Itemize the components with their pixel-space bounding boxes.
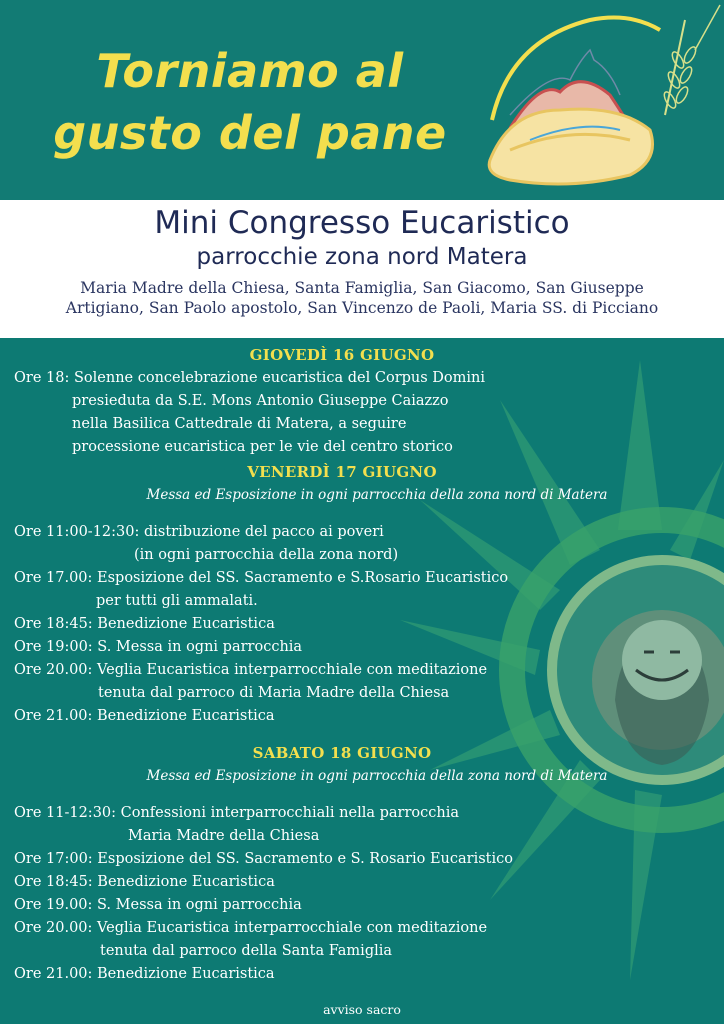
event-text: tenuta dal parroco della Santa Famiglia [100, 943, 393, 959]
event-text: Benedizione Eucaristica [97, 874, 275, 890]
event-text: Benedizione Eucaristica [97, 616, 275, 632]
main-title-line2: gusto del pane [53, 106, 447, 160]
parish-list-line2: Artigiano, San Paolo apostolo, San Vincenzo de Paoli, Maria SS. di Picciano [65, 299, 659, 317]
event-row [0, 705, 724, 728]
main-title [40, 40, 460, 164]
footer-note: avviso sacro [323, 1002, 401, 1017]
day-note: Messa ed Esposizione in ogni parrocchia della zona nord di Matera [146, 487, 608, 503]
event-row [0, 659, 724, 682]
event-time: Ore 18:45: [14, 874, 93, 890]
day-note: Messa ed Esposizione in ogni parrocchia della zona nord di Matera [146, 768, 608, 784]
event-text: processione eucaristica per le vie del centro storico [72, 439, 453, 455]
event-continuation [0, 436, 724, 459]
event-text: presieduta da S.E. Mons Antonio Giuseppe Caiazzo [72, 393, 449, 409]
schedule [0, 344, 724, 986]
event-time: Ore 11:00-12:30: [14, 524, 140, 540]
event-time: Ore 18:45: [14, 616, 93, 632]
congress-title: Mini Congresso Eucaristico [154, 205, 570, 241]
event-row [0, 802, 724, 825]
event-continuation [0, 590, 724, 613]
event-time: Ore 21.00: [14, 708, 93, 724]
event-row [0, 636, 724, 659]
event-row [0, 917, 724, 940]
event-text: Solenne concelebrazione eucaristica del Corpus Domini [73, 370, 486, 386]
event-text: Maria Madre della Chiesa [128, 828, 320, 844]
event-row [0, 567, 724, 590]
event-row [0, 848, 724, 871]
event-text: Esposizione del SS. Sacramento e S.Rosario Eucaristico [97, 570, 509, 586]
event-text: distribuzione del pacco ai poveri [143, 524, 384, 540]
event-continuation [0, 940, 724, 963]
event-continuation [0, 544, 724, 567]
event-text: Confessioni interparrocchiali nella parrocchia [120, 805, 459, 821]
event-row [0, 367, 724, 390]
event-text: tenuta dal parroco di Maria Madre della Chiesa [98, 685, 450, 701]
event-time: Ore 17:00: [14, 851, 93, 867]
event-time: Ore 20.00: [14, 920, 93, 936]
event-row [0, 894, 724, 917]
bread-logo-icon [470, 0, 724, 200]
event-text: Esposizione del SS. Sacramento e S. Rosario Eucaristico [97, 851, 513, 867]
event-row [0, 963, 724, 986]
day-title: VENERDÌ 17 GIUGNO [247, 463, 437, 481]
event-text: nella Basilica Cattedrale di Matera, a seguire [72, 416, 407, 432]
congress-subtitle: parrocchie zona nord Matera [196, 244, 528, 270]
event-continuation [0, 413, 724, 436]
event-text: S. Messa in ogni parrocchia [97, 897, 302, 913]
event-continuation [0, 682, 724, 705]
parish-list-line1: Maria Madre della Chiesa, Santa Famiglia, San Giacomo, San Giuseppe [80, 279, 644, 297]
event-row [0, 521, 724, 544]
event-time: Ore 20.00: [14, 662, 93, 678]
event-text: S. Messa in ogni parrocchia [97, 639, 303, 655]
event-row [0, 613, 724, 636]
event-time: Ore 17.00: [14, 570, 93, 586]
event-text: Veglia Eucaristica interparrocchiale con meditazione [97, 920, 488, 936]
event-text: Benedizione Eucaristica [97, 966, 275, 982]
event-row [0, 871, 724, 894]
event-text: Veglia Eucaristica interparrocchiale con meditazione [97, 662, 488, 678]
day-title: GIOVEDÌ 16 GIUGNO [249, 346, 435, 364]
event-continuation [0, 390, 724, 413]
parish-list [0, 278, 724, 318]
event-time: Ore 21.00: [14, 966, 93, 982]
day-title: SABATO 18 GIUGNO [252, 744, 432, 762]
event-time: Ore 18: [14, 370, 70, 386]
event-text: Benedizione Eucaristica [97, 708, 275, 724]
event-text: per tutti gli ammalati. [96, 593, 258, 609]
event-time: Ore 19.00: [14, 897, 93, 913]
event-time: Ore 11-12:30: [14, 805, 117, 821]
main-title-line1: Torniamo al [96, 44, 404, 98]
event-continuation [0, 825, 724, 848]
subtitle-band [0, 200, 724, 338]
event-time: Ore 19:00: [14, 639, 93, 655]
event-text: (in ogni parrocchia della zona nord) [134, 547, 399, 563]
